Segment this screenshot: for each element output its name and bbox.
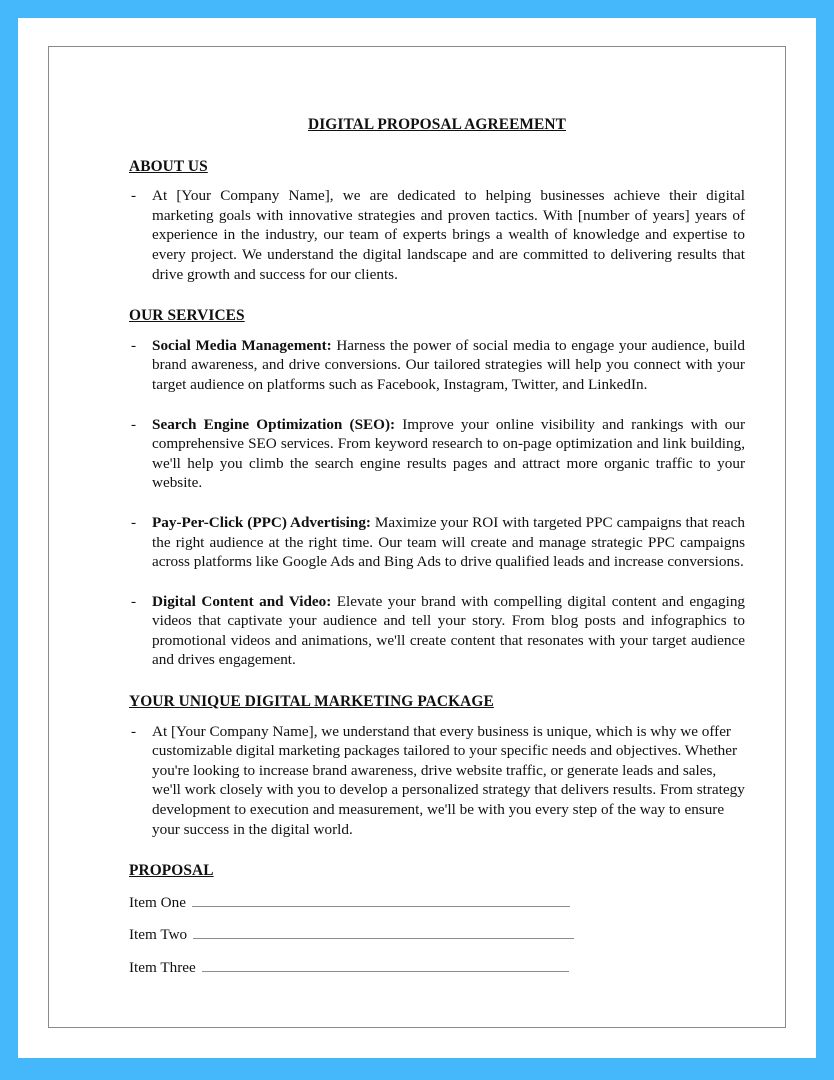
service-description: Harness the power of social media to engage your audience, build brand awareness, and drive conversions. Our tailored strategies will help you connect with your target audience on platforms such as Facebook, Instagram, Twitter, and LinkedIn.	[152, 336, 745, 393]
proposal-row	[129, 958, 745, 978]
document-title: DIGITAL PROPOSAL AGREEMENT	[307, 116, 567, 133]
service-lead-label: Digital Content and Video:	[152, 592, 332, 610]
section-heading: ABOUT US	[129, 157, 208, 175]
bullet-item	[129, 415, 745, 493]
bullet-dash-icon: -	[131, 187, 137, 205]
bullet-dash-icon: -	[131, 415, 137, 433]
proposal-row	[129, 925, 745, 945]
section-heading: PROPOSAL	[129, 862, 214, 880]
bullet-item	[129, 722, 745, 840]
service-description: Improve your online visibility and rankings with our comprehensive SEO services. From keyword research to on-page optimization and link building, we'll help you climb the search engine results pages and attract more organic traffic to your website.	[152, 415, 745, 492]
proposal-fill-in-line[interactable]	[202, 958, 569, 972]
bullet-paragraph: At [Your Company Name], we understand that every business is unique, which is why we offer customizable digital marketing packages tailored to your specific needs and objectives. Whether you're looking to increase brand awareness, drive website traffic, or generate leads and sales, we'll work closely with you to develop a personalized strategy that delivers results. From strategy development to execution and measurement, we'll be with you every step of the way to ensure your success in the digital world.	[152, 722, 745, 838]
section-unique-package	[129, 692, 745, 839]
proposal-item-label: Item One	[129, 893, 186, 911]
section-our-services	[129, 306, 745, 670]
proposal-fill-in-line[interactable]	[193, 925, 574, 939]
bullet-item	[129, 513, 745, 572]
section-heading: YOUR UNIQUE DIGITAL MARKETING PACKAGE	[129, 693, 494, 711]
services-list	[129, 336, 745, 670]
section-about-us	[129, 157, 745, 285]
bullet-paragraph	[152, 513, 745, 572]
bullet-paragraph: At [Your Company Name], we are dedicated to helping businesses achieve their digital marketing goals with innovative strategies and proven tactics. With [number of years] years of experience in the industry, our team of experts brings a wealth of knowledge and expertise to every project. We understand the digital landscape and are committed to delivering results that drive growth and success for our clients.	[152, 187, 745, 283]
bullet-paragraph	[152, 415, 745, 493]
service-description: Maximize your ROI with targeted PPC campaigns that reach the right audience at the right time. Our team will create and manage strategic PPC campaigns across platforms like Google Ads and Bing Ads to drive qualified leads and increase conversions.	[152, 513, 745, 571]
service-lead-label: Search Engine Optimization (SEO):	[152, 415, 396, 433]
bullet-paragraph	[152, 592, 745, 670]
bullet-dash-icon: -	[131, 513, 137, 531]
document-body	[129, 115, 745, 978]
service-lead-label: Social Media Management:	[152, 336, 332, 354]
bullet-dash-icon: -	[131, 336, 137, 354]
service-lead-label: Pay-Per-Click (PPC) Advertising:	[152, 513, 371, 531]
bullet-item	[129, 592, 745, 670]
proposal-item-list	[129, 893, 745, 978]
paper-sheet	[18, 18, 816, 1058]
proposal-item-label: Item Two	[129, 926, 188, 944]
proposal-fill-in-line[interactable]	[192, 893, 570, 907]
bullet-paragraph	[152, 336, 745, 395]
section-proposal	[129, 861, 745, 977]
page-border-frame	[48, 46, 786, 1028]
section-heading: OUR SERVICES	[129, 307, 245, 325]
bullet-dash-icon: -	[131, 722, 137, 740]
bullet-dash-icon: -	[131, 592, 137, 610]
proposal-row	[129, 893, 745, 913]
bullet-item	[129, 186, 745, 284]
bullet-item	[129, 336, 745, 395]
proposal-item-label: Item Three	[129, 959, 196, 976]
service-description: Elevate your brand with compelling digital content and engaging videos that captivate your audience and tell your story. From blog posts and infographics to promotional videos and animations, we'll create content that resonates with your target audience and drives engagement.	[152, 592, 746, 669]
